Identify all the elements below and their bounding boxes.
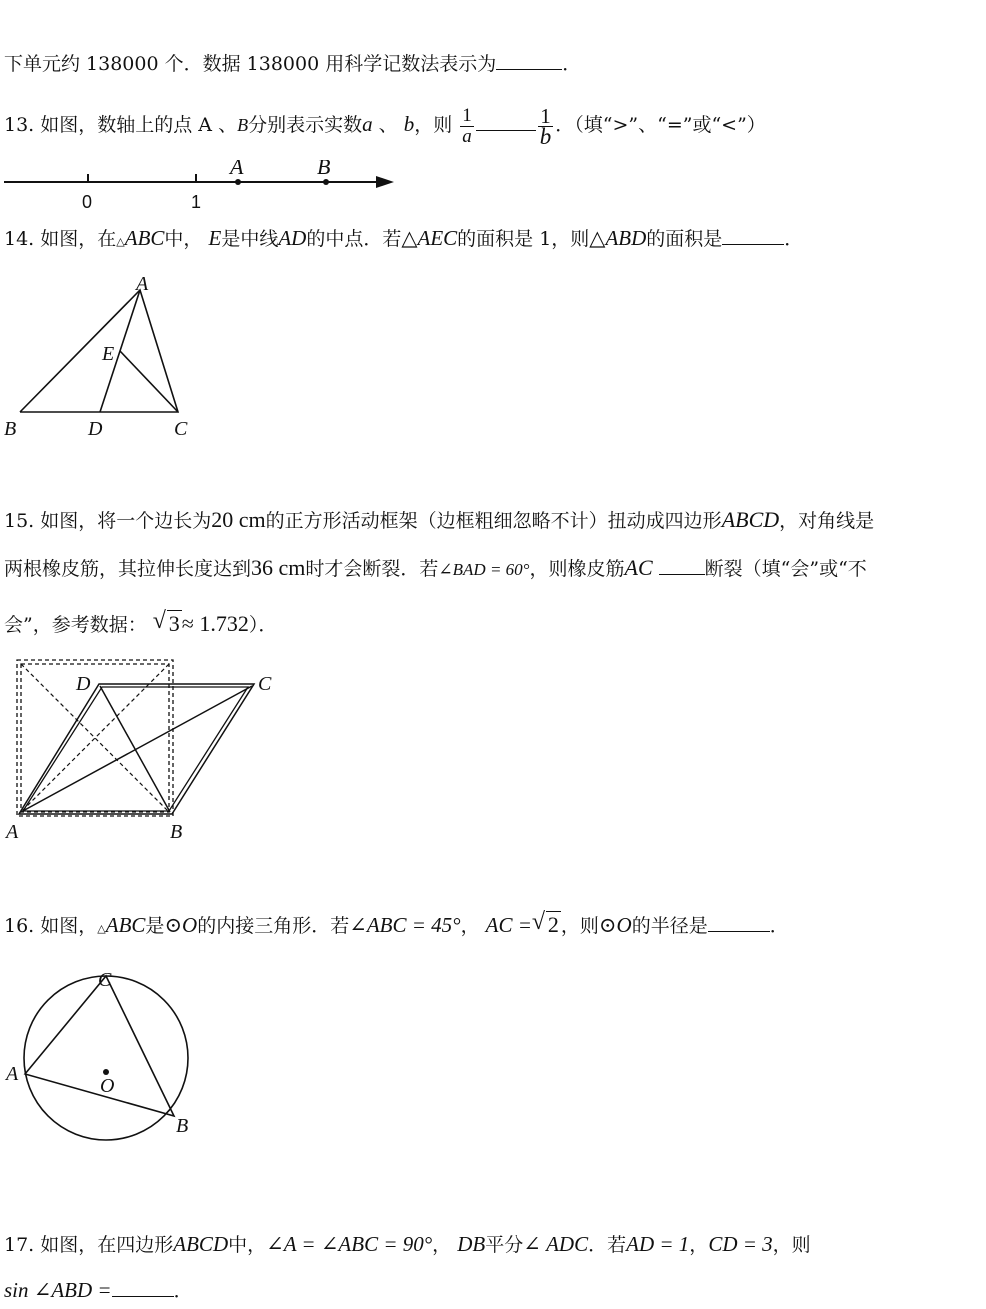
label-c: C [174, 418, 188, 440]
q13-text-b: 分别表示实数 [248, 114, 363, 136]
q16-t1: 如图， [40, 915, 98, 937]
q15-l3b: ）． [248, 614, 278, 636]
q14-aec: △AEC [401, 226, 458, 250]
label-a: A [6, 1063, 19, 1085]
q12-answer-blank[interactable] [496, 51, 562, 70]
q16-t3: 的内接三角形．若 [197, 915, 350, 937]
label-d: D [88, 418, 103, 440]
q15-approx: ≈ 1.732 [181, 611, 249, 636]
point-a-label: A [230, 160, 244, 179]
q16-sqrt: √ 2 [531, 909, 559, 937]
q16-t5: ，则 [560, 915, 599, 937]
q15-l1b: 的正方形活动框架（边框粗细忽略不计）扭动成四边形 [265, 510, 722, 532]
q14-t2: 中， [164, 228, 203, 250]
q17-line-1 [4, 1230, 811, 1259]
q13-line [4, 104, 766, 147]
q15-l2b: 时才会断裂．若 [305, 558, 439, 580]
q16-o-2: O [616, 913, 632, 937]
q14-ad: AD [278, 226, 307, 250]
q16-circle-dot: ⊙ [164, 913, 183, 937]
q15-line-2 [4, 554, 867, 584]
label-d: D [76, 673, 91, 695]
q17-t5: ．若 [588, 1234, 627, 1256]
tick-0-label: 0 [82, 192, 93, 212]
q16-tri: △ [97, 922, 106, 935]
diagonal-ac [21, 686, 252, 812]
q14-triangle-figure [0, 270, 220, 445]
q17-abcd: ABCD [173, 1232, 229, 1256]
q17-cd3: CD = 3 [708, 1232, 773, 1256]
point-b-dot [323, 179, 329, 185]
q15-l2d: 断裂（填“会”或“不 [704, 558, 867, 580]
q15-line-3 [4, 610, 277, 639]
circle-o [24, 976, 188, 1140]
q17-adc: ∠ ADC [523, 1232, 589, 1256]
q12-end: ． [562, 53, 582, 75]
q16-circle-figure [0, 962, 210, 1142]
q17-db: DB [457, 1232, 486, 1256]
q16-answer-blank[interactable] [708, 913, 770, 932]
q14-t6: 的面积是 [646, 228, 723, 250]
q13-frac2-den: b [539, 123, 552, 149]
q17-ad1: AD = 1 [626, 1232, 690, 1256]
q15-l1c: ，对角线是 [779, 510, 875, 532]
q16-end: ． [769, 915, 789, 937]
q16-angle: ∠ABC = 45° [349, 913, 461, 937]
q15-answer-blank[interactable] [659, 556, 705, 575]
label-c: C [258, 673, 272, 695]
q16-sqrt-arg: 2 [547, 912, 559, 937]
q12-text: 下单元约 138000 个．数据 138000 用科学记数法表示为 [4, 53, 497, 75]
q17-t3: ， [432, 1234, 452, 1256]
point-a-dot [235, 179, 241, 185]
tick-1-label: 1 [191, 192, 202, 212]
label-a: A [6, 821, 19, 843]
q13-text-d: ．（填“>”、“=”或“<”） [555, 114, 766, 136]
q15-l2a: 两根橡皮筋，其拉伸长度达到 [4, 558, 252, 580]
label-a: A [136, 273, 149, 295]
axis-arrow-icon [376, 176, 394, 188]
q13-frac2-num: 1 [540, 103, 551, 128]
q17-t1: 如图，在四边形 [40, 1234, 174, 1256]
label-b: B [4, 418, 17, 440]
q13-number-line-figure [4, 160, 404, 212]
q14-answer-blank[interactable] [722, 226, 784, 245]
point-b-label: B [317, 160, 331, 179]
q17-line-2 [4, 1276, 193, 1305]
q16-line [4, 908, 789, 946]
q15-l3a: 会”，参考数据： [4, 614, 147, 636]
triangle-abc [20, 290, 178, 412]
diagonal-bd [100, 686, 170, 812]
q13-frac1-num: 1 [462, 104, 472, 126]
label-o: O [100, 1075, 115, 1097]
q17-t7: ，则 [772, 1234, 811, 1256]
q14-number: 14. [4, 228, 35, 250]
q14-t1: 如图，在 [40, 228, 117, 250]
q16-t2: 是 [145, 915, 165, 937]
q15-len2: 36 cm [251, 555, 306, 580]
q17-end: ． [173, 1280, 193, 1302]
q16-t4: ， [460, 915, 480, 937]
q15-sqrt: √ 3 [152, 608, 180, 636]
q17-angles: ∠A = ∠ABC = 90° [266, 1232, 433, 1256]
q13-fraction-1-over-a [460, 106, 474, 147]
q16-circle-dot-2: ⊙ [598, 913, 617, 937]
q17-number: 17. [4, 1234, 35, 1256]
q13-b-var: b [403, 112, 415, 136]
q13-answer-blank[interactable] [476, 112, 536, 131]
q17-t6: ， [689, 1234, 709, 1256]
q15-sqrt-arg: 3 [168, 611, 180, 636]
q15-l2c: ，则橡皮筋 [529, 558, 625, 580]
q17-t2: 中， [228, 1234, 267, 1256]
q14-t3: 是中线 [221, 228, 279, 250]
q17-sin: sin ∠ABD = [4, 1278, 112, 1302]
label-e: E [102, 343, 115, 365]
q13-a-var: a [362, 112, 373, 136]
q13-fraction-1-over-b [538, 103, 554, 149]
q17-t4: 平分 [485, 1234, 524, 1256]
q15-angle: ∠BAD = 60° [438, 560, 530, 579]
q14-abc: ABC [124, 226, 165, 250]
q14-t5: 的面积是 1，则 [457, 228, 590, 250]
q16-o: O [182, 913, 198, 937]
q14-end: ． [784, 228, 804, 250]
q13-b-label: B [237, 115, 249, 135]
label-c: C [98, 969, 112, 991]
q13-text-c: ，则 [414, 114, 453, 136]
q15-rhombus-figure [4, 656, 304, 846]
q14-abd: △ABD [589, 226, 647, 250]
q14-line [4, 224, 803, 256]
q13-frac1-den: a [462, 125, 472, 147]
q14-t4: 的中点．若 [306, 228, 402, 250]
q14-tri: △ [116, 235, 125, 248]
q14-e: E [208, 226, 222, 250]
q16-abc: ABC [105, 913, 146, 937]
label-b: B [170, 821, 183, 843]
q15-ac: AC [624, 555, 653, 580]
q15-line-1 [4, 506, 874, 535]
q15-number: 15. [4, 510, 35, 532]
q12-line [4, 50, 581, 78]
q13-number: 13. [4, 114, 35, 136]
q16-ac: AC = [485, 913, 532, 937]
q13-sep: 、 [378, 114, 398, 136]
q15-len: 20 cm [211, 507, 266, 532]
q16-number: 16. [4, 915, 35, 937]
label-b: B [176, 1115, 189, 1137]
q15-abcd: ABCD [721, 507, 780, 532]
q15-l1a: 如图，将一个边长为 [40, 510, 212, 532]
q16-t6: 的半径是 [631, 915, 708, 937]
q17-answer-blank[interactable] [112, 1278, 174, 1297]
q13-text-a: 如图，数轴上的点 A 、 [40, 114, 238, 136]
